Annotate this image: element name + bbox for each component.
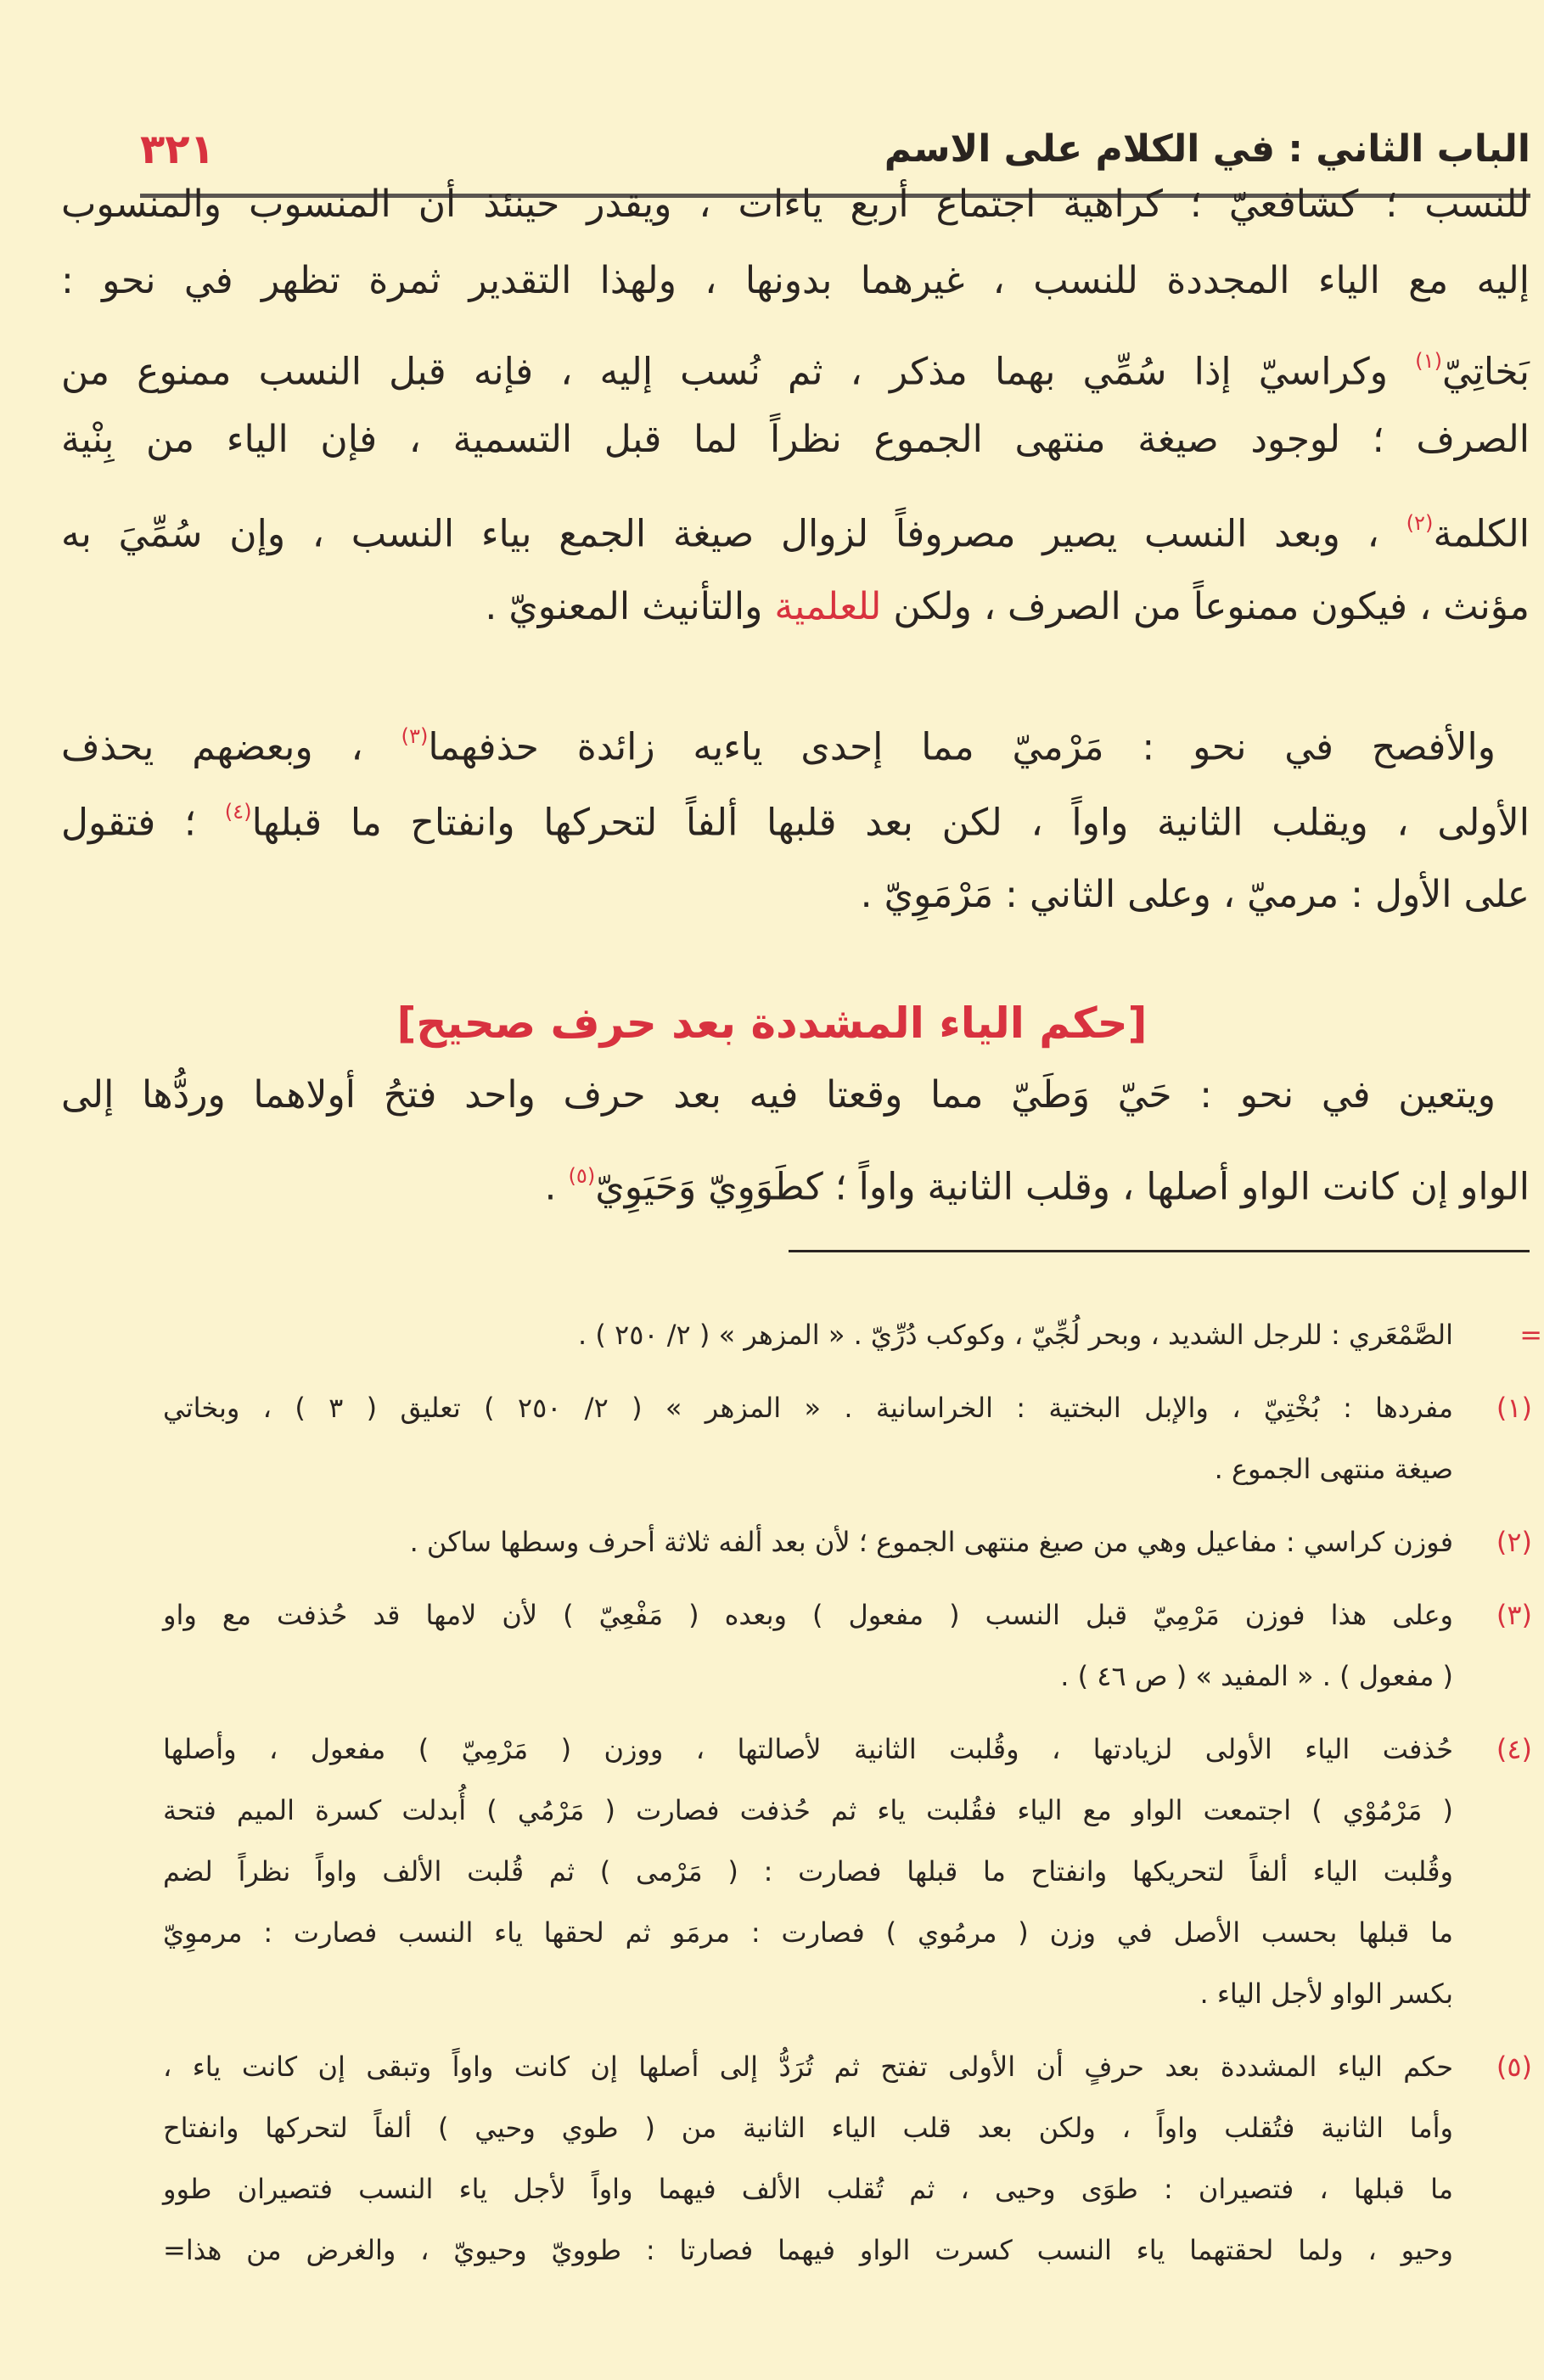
body-line (61, 406, 1530, 474)
page-number: ٣٢١ (140, 126, 215, 173)
text-segment: الواو إن كانت الواو أصلها ، وقلب الثانية واواً ؛ كطَوَوِيّ وَحَيَوِيّ (595, 1165, 1530, 1209)
text-segment: الصرف ؛ لوجود صيغة منتهى الجموع نظراً لما قبل التسمية ، فإن الياء من بِنْية (61, 418, 1530, 461)
footnote-continuation: الصَّمْعَري : للرجل الشديد ، وبحر لُجِّيّ ، وكوكب دُرِّيّ . « المزهر » ( ٢/ ٢٥٠ ) . (578, 1319, 1453, 1351)
body-line (61, 778, 1530, 846)
highlighted-word: للعلمية (774, 585, 882, 628)
footnote-line: ما قبلها بحسب الأصل في وزن ( مرمُوي ) فصارت : مرمَو ثم لحقها ياء النسب فصارت : مرموِيّ (163, 1916, 1453, 1949)
footnote-number: (٤) (1496, 1733, 1532, 1765)
body-line (61, 489, 1530, 557)
text-segment: ، وبعد النسب يصير مصروفاً لزوال صيغة الجمع بياء النسب ، وإن سُمِّيَ به (61, 512, 1406, 556)
body-line (61, 247, 1530, 315)
body-line (61, 327, 1530, 395)
text-segment: مؤنث ، فيكون ممنوعاً من الصرف ، ولكن (881, 585, 1530, 628)
text-segment: ؛ فتقول (61, 801, 225, 845)
body-line (61, 702, 1496, 770)
footnote-line: فوزن كراسي : مفاعيل وهي من صيغ منتهى الجموع ؛ لأن بعد ألفه ثلاثة أحرف وسطها ساكن . (409, 1526, 1453, 1558)
footnote-number: (٣) (1496, 1599, 1532, 1631)
text-segment: . (544, 1165, 569, 1209)
footnote-line: صيغة منتهى الجموع . (1214, 1453, 1453, 1485)
footnote-reference[interactable]: (١) (1415, 349, 1443, 373)
footnote-line: ( مفعول ) . « المفيد » ( ص ٤٦ ) . (1060, 1660, 1453, 1692)
footnote-line: مفردها : بُخْتِيّ ، والإبل البختية : الخراسانية . « المزهر » ( ٢/ ٢٥٠ ) تعليق ( ٣ ) ، وبخاتي (163, 1392, 1454, 1424)
text-segment: الأولى ، ويقلب الثانية واواً ، لكن بعد قلبها ألفاً لتحركها وانفتاح ما قبلها (251, 801, 1530, 845)
footnote-reference[interactable]: (٥) (568, 1164, 596, 1188)
text-segment: ، وبعضهم يحذف (61, 725, 401, 769)
footnote-line: حكم الياء المشددة بعد حرفٍ أن الأولى تفتح ثم تُرَدُّ إلى أصلها إن كانت واواً وتبقى إن كانت ياء ، (163, 2051, 1453, 2083)
text-segment: إليه مع الياء المجددة للنسب ، غيرهما بدونها ، ولهذا التقدير ثمرة تظهر في نحو : (61, 259, 1530, 302)
footnote-line: وقُلبت الياء ألفاً لتحريكها وانفتاح ما قبلها فصارت : ( مَرْمى ) ثم قُلبت الألف واواً نظراً لضم (163, 1855, 1453, 1888)
footnote-reference[interactable]: (٣) (401, 724, 429, 748)
footnote-separator (789, 1250, 1530, 1252)
body-line (61, 573, 1530, 641)
footnote-line: ما قبلها ، فتصيران : طوَى وحيى ، ثم تُقلب الألف فيهما واواً لأجل ياء النسب فتصيران طوو (163, 2173, 1453, 2205)
body-line (61, 861, 1530, 929)
body-line (61, 171, 1530, 239)
body-line (61, 1142, 1530, 1210)
footnote-reference[interactable]: (٢) (1406, 511, 1434, 535)
footnote-line: بكسر الواو لأجل الياء . (1199, 1978, 1453, 2010)
body-line (61, 1061, 1496, 1129)
section-heading: [حكم الياء المشددة بعد حرف صحيح] (396, 999, 1148, 1048)
text-segment: الكلمة (1433, 512, 1530, 556)
footnote-line: وأما الثانية فتُقلب واواً ، ولكن بعد قلب الياء الثانية من ( طوي وحيي ) ألفاً لتحركها وانفتاح (163, 2112, 1453, 2144)
footnote-line: حُذفت الياء الأولى لزيادتها ، وقُلبت الثانية لأصالتها ، ووزن ( مَرْمِيّ ) مفعول ، وأصلها (163, 1733, 1453, 1765)
text-segment: والتأنيث المعنويّ . (485, 585, 775, 628)
footnote-line: ( مَرْمُوْي ) اجتمعت الواو مع الياء فقُلبت ياء ثم حُذفت فصارت ( مَرْمُي ) أُبدلت كسرة الميم فتحة (163, 1794, 1453, 1826)
footnote-line: وحيو ، ولما لحقتهما ياء النسب كسرت الواو فيهما فصارتا : طوويّ وحيويّ ، والغرض من هذا= (163, 2234, 1453, 2266)
text-segment: والأفصح في نحو : مَرْميّ مما إحدى ياءيه زائدة حذفهما (428, 725, 1496, 769)
text-segment: على الأول : مرميّ ، وعلى الثاني : مَرْمَوِيّ . (860, 873, 1530, 916)
footnote-number: (٢) (1496, 1526, 1532, 1558)
continuation-mark: = (1519, 1319, 1542, 1351)
footnote-number: (١) (1496, 1392, 1532, 1424)
footnote-reference[interactable]: (٤) (224, 800, 252, 824)
text-segment: للنسب ؛ كشافعيّ ؛ كراهية اجتماع أربع ياءات ، ويقدر حينئذ أن المنسوب والمنسوب (61, 183, 1530, 226)
text-segment: ويتعين في نحو : حَيّ وَطَيّ مما وقعتا فيه بعد حرف واحد فتحُ أولاهما وردُّها إلى (61, 1073, 1496, 1117)
footnote-number: (٥) (1496, 2051, 1532, 2083)
footnote-line: وعلى هذا فوزن مَرْمِيّ قبل النسب ( مفعول ) وبعده ( مَفْعِيّ ) لأن لامها قد حُذفت مع واو (163, 1599, 1453, 1631)
text-segment: وكراسيّ إذا سُمِّي بهما مذكر ، ثم نُسب إليه ، فإنه قبل النسب ممنوع من (61, 350, 1416, 394)
text-segment: بَخاتِيّ (1442, 350, 1530, 394)
running-header-title: الباب الثاني : في الكلام على الاسم (884, 127, 1530, 171)
